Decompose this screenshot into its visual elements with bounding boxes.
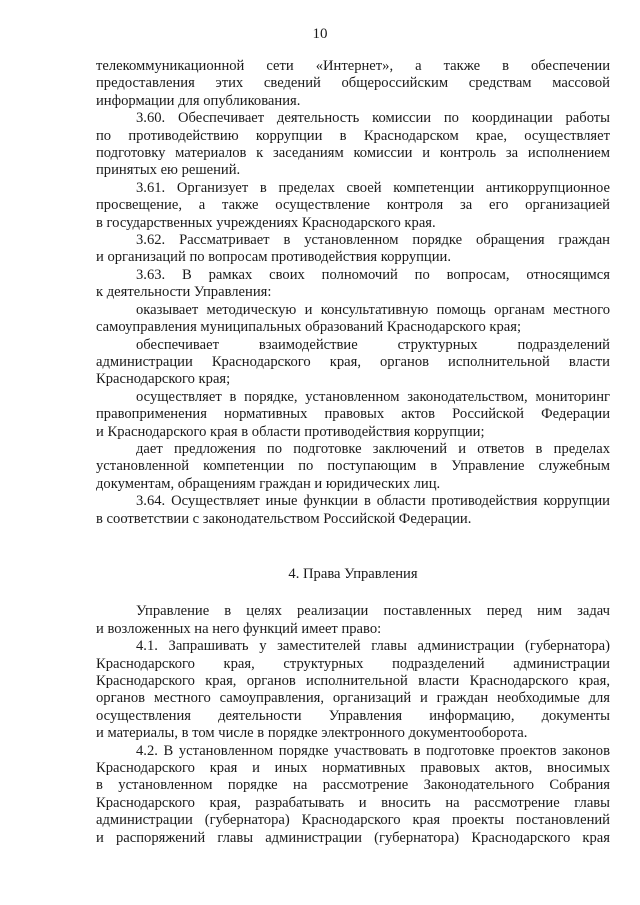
text-line: 3.62. Рассматривает в установленном порядке обращения граждан [136,232,610,249]
text-line: принятых ею решений. [96,162,241,179]
paragraph-p-363a [96,302,610,337]
text-line: Управление в целях реализации поставленных перед ним задач [136,603,610,620]
paragraph-p-363 [96,267,610,302]
text-line: Краснодарского края, разрабатывать и вносить на рассмотрение главы [96,794,610,811]
text-line: предоставления этих сведений общероссийским средствам массовой [96,75,610,92]
text-line: Краснодарского края, органов исполнительной власти Краснодарского края, [96,673,610,689]
text-line: в соответствии с законодательством Российской Федерации. [96,510,472,527]
text-line: просвещение, а также осуществление контроля за его организацией [96,197,610,214]
text-line: осуществления деятельности Управления информацию, документы [96,707,610,724]
text-line: 3.61. Организует в пределах своей компетенции антикоррупционное [136,179,610,196]
section-3-continuation [96,58,610,528]
paragraph-p-364 [96,493,610,528]
text-line: осуществляет в порядке, установленном законодательством, мониторинг [136,388,610,405]
text-line: по противодействию коррупции в Краснодарском крае, осуществляет [96,127,610,144]
text-line: в установленном порядке на рассмотрение Законодательного Собрания [96,777,610,794]
paragraph-p-363c [96,389,610,441]
page-number: 10 [312,26,328,42]
text-line: 4.1. Запрашивать у заместителей главы администрации (губернатора) [136,638,610,655]
text-line: обеспечивает взаимодействие структурных подразделений [136,336,610,353]
paragraph-p-361 [96,180,610,232]
text-line: оказывает методическую и консультативную помощь органам местного [136,301,610,318]
text-line: самоуправления муниципальных образований Краснодарского края; [96,319,522,336]
text-line: 4.2. В установленном порядке участвовать в подготовке проектов законов [136,742,610,759]
text-line: органов местного самоуправления, организаций и граждан необходимые для [96,690,610,707]
text-line: в государственных учреждениях Краснодарского края. [96,214,436,231]
text-line: подготовку материалов к заседаниям комиссии и контроль за исполнением [96,145,610,162]
text-line: администрации (губернатора) Краснодарского края проекты постановлений [96,812,610,829]
paragraph-p-41 [96,638,610,742]
section-title: 4. Права Управления [288,565,418,582]
text-line: правоприменения нормативных правовых актов Российской Федерации [96,406,610,423]
text-line: и материалы, в том числе в порядке электронного документооборота. [96,725,528,742]
paragraph-p-4intro [96,603,610,638]
paragraph-p-42 [96,743,610,847]
text-line: и возложенных на него функций имеет право: [96,620,382,637]
text-line: Краснодарского края, структурных подразделений администрации [96,655,610,672]
text-line: 3.64. Осуществляет иные функции в области противодействия коррупции [136,493,610,510]
paragraph-p-363d [96,441,610,493]
section-4-body [96,603,610,847]
paragraph-p-360 [96,110,610,180]
text-line: и распоряжений главы администрации (губернатора) Краснодарского края [96,829,610,846]
text-line: 3.63. В рамках своих полномочий по вопросам, относящимся [136,266,610,283]
text-line: 3.60. Обеспечивает деятельность комиссии по координации работы [136,110,610,127]
text-line: администрации Краснодарского края, органов исполнительной власти [96,353,610,370]
text-line: Краснодарского края и иных нормативных правовых актов, вносимых [96,760,610,777]
text-line: информации для опубликования. [96,92,301,109]
paragraph-p-cont [96,58,610,110]
document-body [96,58,610,847]
text-line: документам, обращениям граждан и юридических лиц. [96,475,441,492]
text-line: телекоммуникационной сети «Интернет», а также в обеспечении [96,58,610,74]
text-line: Краснодарского края; [96,371,231,388]
text-line: и Краснодарского края в области противодействия коррупции; [96,423,485,440]
text-line: и организаций по вопросам противодействия коррупции. [96,249,452,266]
text-line: установленной компетенции по поступающим в Управление служебным [96,458,610,475]
paragraph-p-362 [96,232,610,267]
text-line: дает предложения по подготовке заключений и ответов в пределах [136,440,610,457]
text-line: к деятельности Управления: [96,284,272,301]
paragraph-p-363b [96,337,610,389]
